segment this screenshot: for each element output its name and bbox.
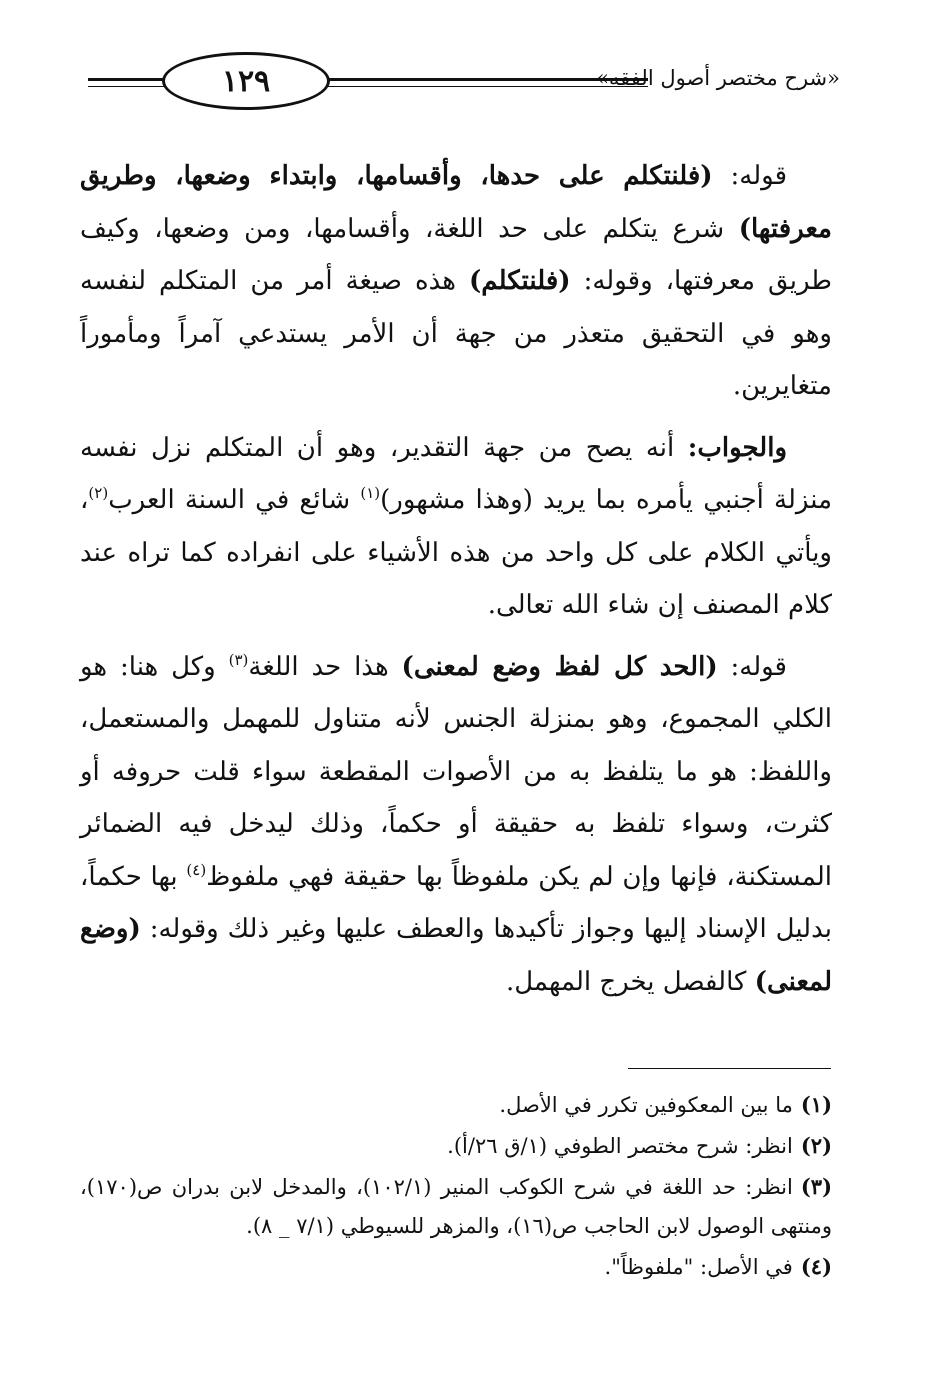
- footnote-text: انظر: حد اللغة في شرح الكوكب المنير (١٠٢/١)، والمدخل لابن بدران ص(١٧٠)، ومنتهى الوصول لابن الحاجب ص(١٦)، والمزهر للسيوطي (٧/١ _ ٨).: [80, 1175, 832, 1238]
- footnote-number: (٤): [800, 1254, 832, 1279]
- quoted-matn: (فلنتكلم): [468, 266, 571, 296]
- text-run: أنه يصح من جهة التقدير، وهو أن المتكلم نزل نفسه منزلة أجنبي يأمره بما يريد (وهذا مشهور): [80, 432, 833, 515]
- paragraph-2: [80, 422, 832, 632]
- body-text: [80, 150, 832, 1008]
- text-run: بها حكماً، بدليل الإسناد إليها وجواز تأكيدها والعطف عليها وغير ذلك وقوله:: [80, 861, 832, 944]
- footnotes: [80, 1085, 832, 1288]
- text-run: هذه صيغة أمر من المتكلم لنفسه وهو في التحقيق متعذر من جهة أن الأمر يستدعي آمراً ومأموراً متغايرين.: [80, 266, 832, 401]
- paragraph-1: [80, 150, 832, 413]
- footnote-ref-4[interactable]: (٤): [186, 860, 207, 879]
- footnote-text: في الأصل: "ملفوظاً".: [604, 1255, 793, 1279]
- quoted-matn: (وضع لمعنى): [80, 914, 832, 997]
- footnote-ref-3[interactable]: (٣): [228, 650, 249, 669]
- paragraph-3: [80, 641, 832, 1009]
- footnote-number: (٣): [800, 1174, 832, 1199]
- quoted-matn: (الحد كل لفظ وضع لمعنى): [401, 651, 718, 682]
- page-header: [80, 52, 840, 112]
- text-run: كالفصل يخرج المهمل.: [505, 966, 755, 997]
- footnote-2: [80, 1126, 832, 1166]
- footnote-number: (٢): [800, 1133, 832, 1158]
- footnote-ref-2[interactable]: (٢): [88, 484, 109, 502]
- footnote-ref-1[interactable]: (١): [360, 484, 381, 502]
- text-run: قوله:: [717, 651, 787, 682]
- footnote-4: [80, 1247, 832, 1287]
- footnote-text: انظر: شرح مختصر الطوفي (١/ق ٢٦/أ).: [447, 1134, 793, 1158]
- footnote-separator: [628, 1068, 831, 1069]
- text-run: قوله:: [712, 161, 787, 191]
- answer-label: والجواب:: [687, 432, 787, 463]
- text-run: شائع في السنة العرب: [108, 485, 361, 515]
- footnote-text: ما بين المعكوفين تكرر في الأصل.: [499, 1093, 793, 1117]
- text-run: هذا حد اللغة: [248, 651, 402, 682]
- running-title: «شرح مختصر أصول الفقه»: [596, 66, 840, 90]
- footnote-3: [80, 1167, 832, 1246]
- text-run: شرع يتكلم على حد اللغة، وأقسامها، ومن وضعها، وكيف طريق معرفتها، وقوله:: [80, 213, 832, 296]
- text-run: وكل هنا: هو الكلي المجموع، وهو بمنزلة الجنس لأنه متناول للمهمل والمستعمل، واللفظ: هو ما يتلفظ به من الأصوات المقطعة سواء قلت حروفه أو كثرت، وسواء تلفظ به حقيقة أو حكماً، وذلك ليدخل فيه الضمائر المستكنة، فإنها وإن لم يكن ملفوظاً بها حقيقة فهي ملفوظ: [80, 651, 832, 892]
- footnote-1: [80, 1085, 832, 1125]
- page-number: ١٢٩: [162, 52, 330, 110]
- quoted-matn: (فلنتكلم على حدها، وأقسامها، وابتداء وضعها، وطريق معرفتها): [80, 161, 832, 244]
- text-run: ، ويأتي الكلام على كل واحد من هذه الأشياء على انفراده كما تراه عند كلام المصنف إن شاء الله تعالى.: [80, 485, 832, 620]
- footnote-number: (١): [800, 1092, 832, 1117]
